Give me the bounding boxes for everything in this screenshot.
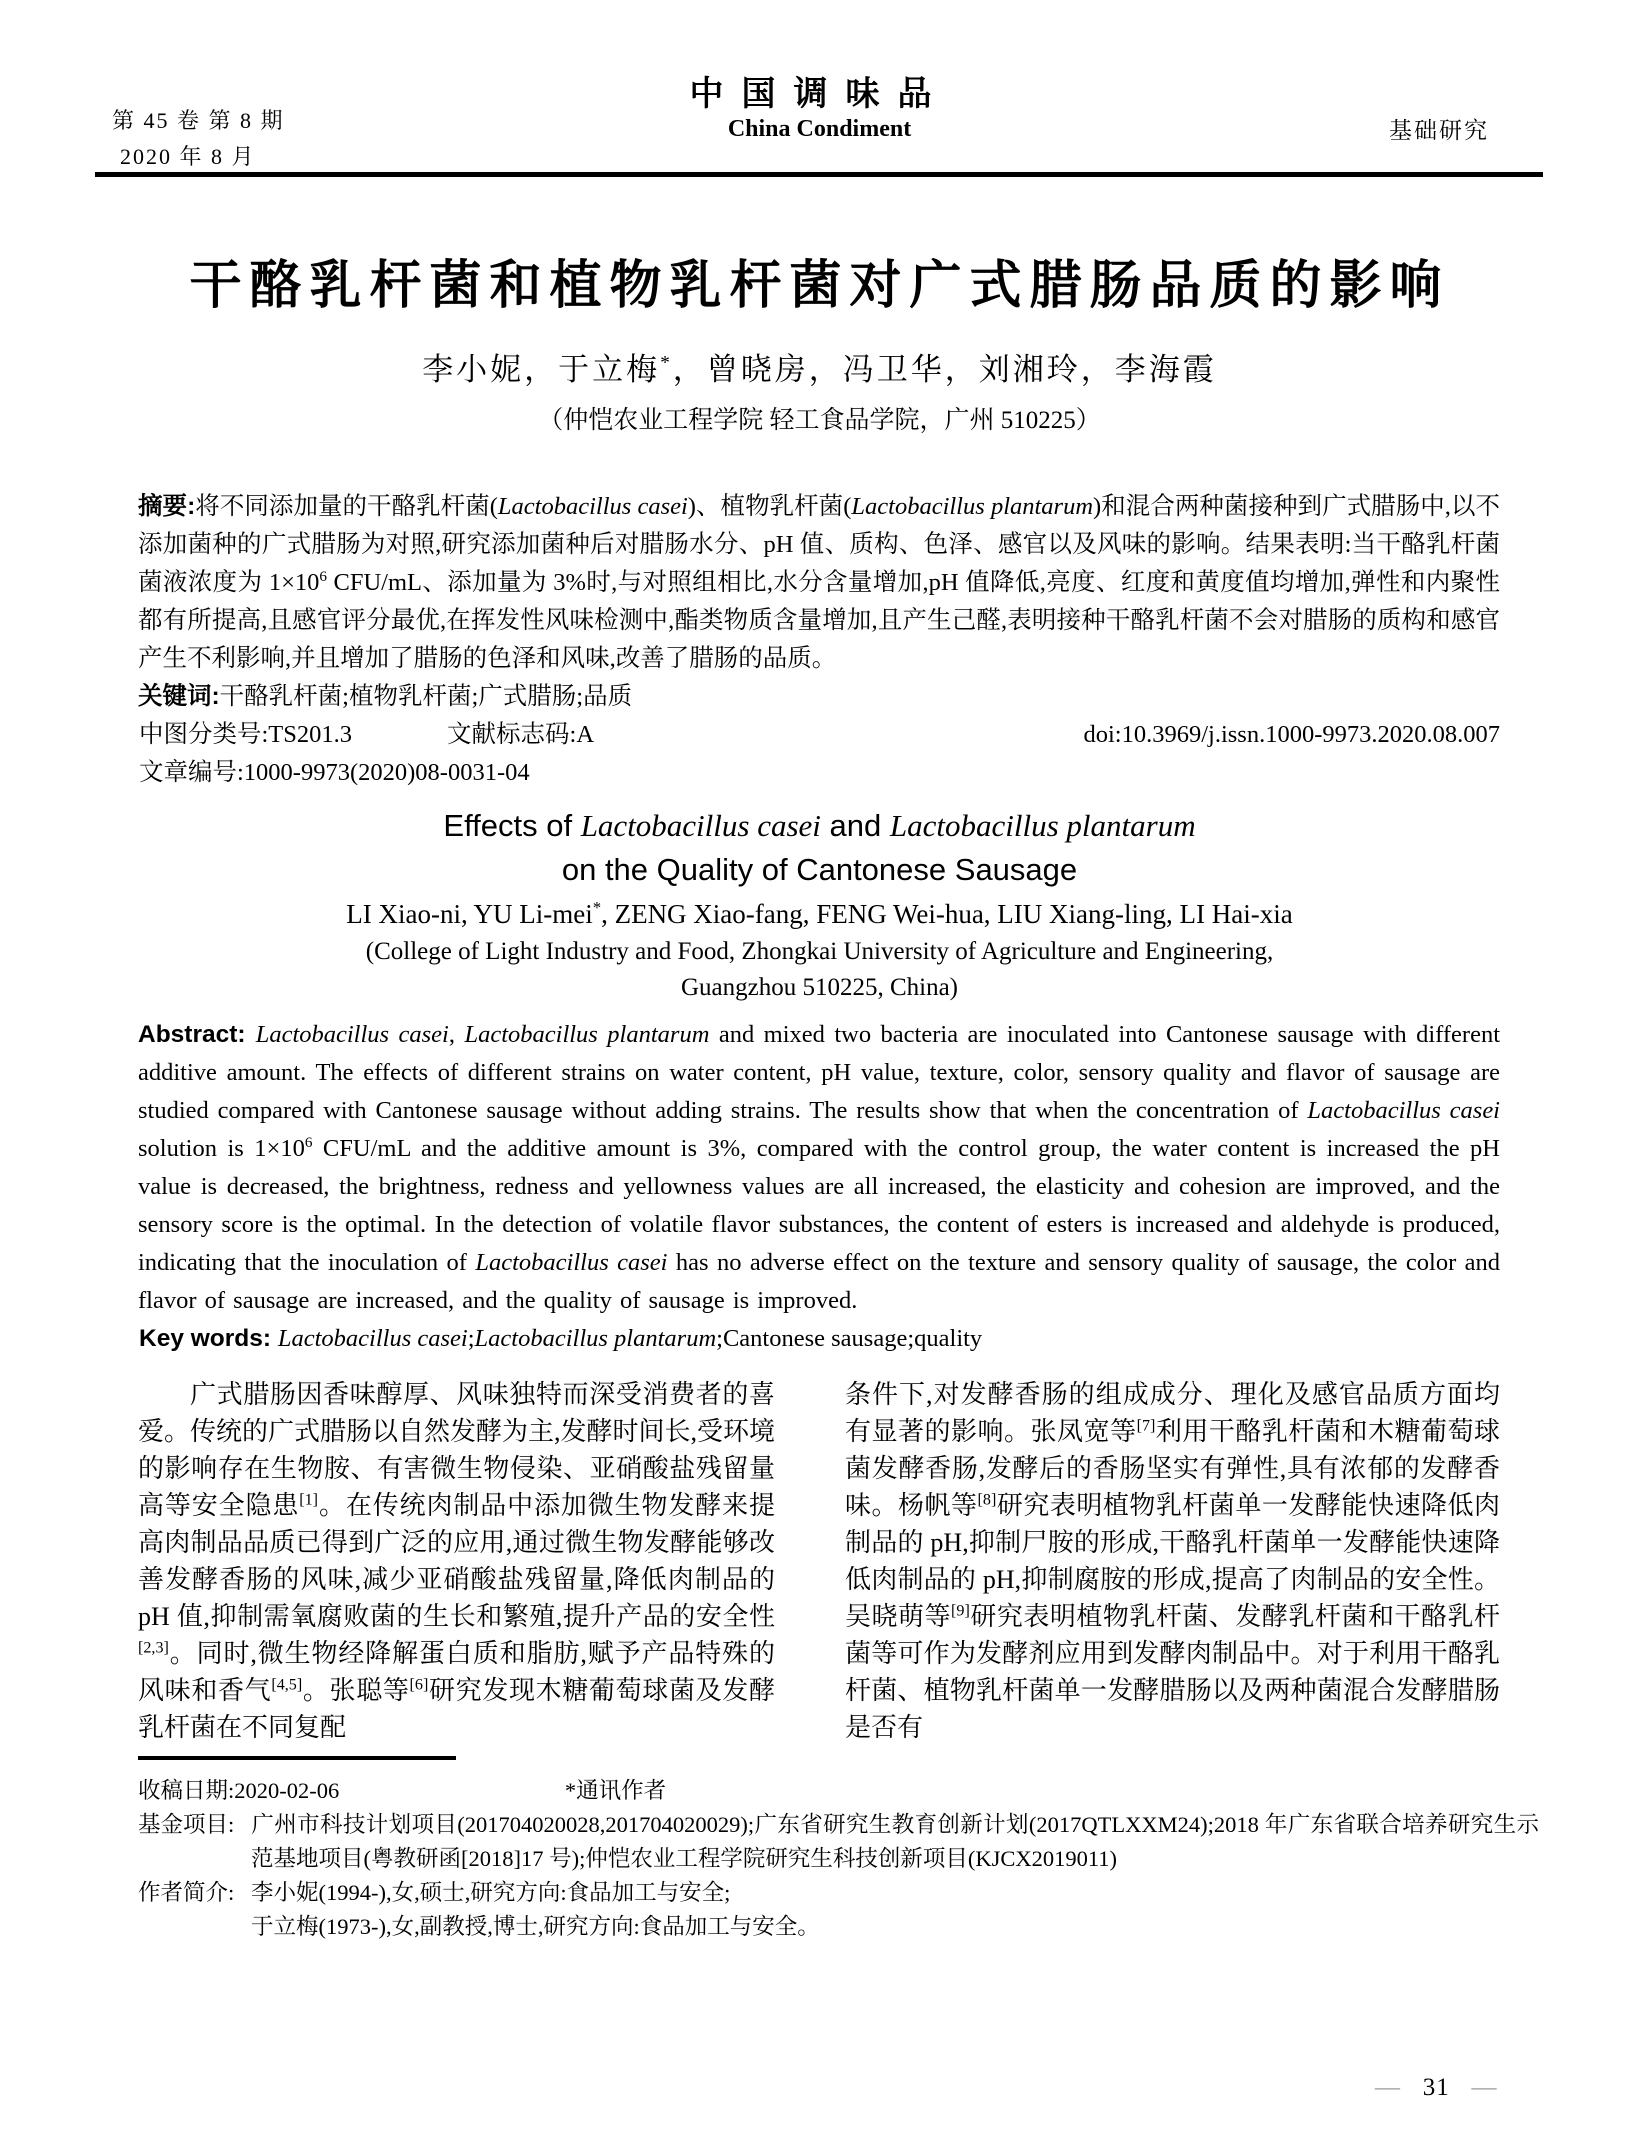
body-left-column xyxy=(138,1376,775,1746)
journal-volume-issue: 第 45 卷 第 8 期 xyxy=(112,108,285,133)
article-title-cn: 干酪乳杆菌和植物乳杆菌对广式腊肠品质的影响 xyxy=(189,257,1450,315)
bio-line1: 李小妮(1994-),女,硕士,研究方向:食品加工与安全; xyxy=(251,1880,731,1905)
abstract-en: Abstract: Lactobacillus casei, Lactobacillus plantarum and mixed two bacteria are inoculated into Cantonese sausage with different additive amount. The effects of different strains on water content, pH value, texture, color, sensory quality and flavor of sausage are studied compared with Cantonese sausage without adding strains. The results show that when the concentration of Lactobacillus casei solution is $1\times 10^6$ CFU/mL and the additive amount is 3%, compared with the control group, the water content is increased the pH value is decreased, the brightness, redness and yellowness values are all increased, the elasticity and cohesion are improved, and the sensory score is the optimal. In the detection of volatile flavor substances, the content of esters is increased and aldehyde is produced, indicating that the inoculation of Lactobacillus casei has no adverse effect on the texture and sensory quality of sausage, the color and flavor of sausage are increased, and the quality of sausage is improved. xyxy=(138,1021,1501,1314)
fund-text: 广州市科技计划项目(201704020028,201704020029);广东省研究生教育创新计划(2017QTLXXM24);2018 年广东省联合培养研究生示范基地项目(粤教研函[2018]17 号);仲恺农业工程学院研究生科技创新项目(KJCX2019011) xyxy=(251,1812,1539,1871)
keywords-en: Key words: Lactobacillus casei;Lactobacillus plantarum;Cantonese sausage;quality xyxy=(139,1325,983,1352)
doi: doi:10.3969/j.issn.1000-9973.2020.08.007 xyxy=(1083,721,1500,748)
article-title-en-line1: Effects of Lactobacillus casei and Lactobacillus plantarum xyxy=(443,808,1196,843)
document-code: 文献标志码:A xyxy=(447,721,595,748)
section-label: 基础研究 xyxy=(1389,118,1489,143)
affiliation-en-line1: (College of Light Industry and Food, Zhongkai University of Agriculture and Engineering, xyxy=(365,938,1274,965)
keywords-cn: 关键词:干酪乳杆菌;植物乳杆菌;广式腊肠;品质 xyxy=(138,683,633,710)
article-id: 文章编号:1000-9973(2020)08-0031-04 xyxy=(139,759,530,786)
page-number-dash-right: — xyxy=(1471,2074,1498,2101)
fund-label: 基金项目: xyxy=(138,1812,235,1837)
authors-en: LI Xiao-ni, YU Li-mei*, ZENG Xiao-fang, FENG Wei-hua, LIU Xiang-ling, LI Hai-xia xyxy=(346,898,1293,929)
journal-title-cn: 中国调味品 xyxy=(689,75,950,113)
abstract-block-cn xyxy=(138,488,1500,716)
affiliation-en-line2: Guangzhou 510225, China) xyxy=(680,974,959,1001)
body-columns xyxy=(138,1376,1500,1746)
affiliation-cn: （仲恺农业工程学院 轻工食品学院，广州 510225） xyxy=(538,407,1101,434)
page-number-dash-left: — xyxy=(1375,2074,1401,2101)
classification-line xyxy=(139,716,1500,754)
journal-title-en: China Condiment xyxy=(727,116,912,142)
fund-project xyxy=(138,1808,1539,1876)
footnote-rule xyxy=(138,1756,456,1760)
page-number xyxy=(1375,2074,1535,2102)
body-left-paragraph: 广式腊肠因香味醇厚、风味独特而深受消费者的喜爱。传统的广式腊肠以自然发酵为主,发酵时间长,受环境的影响存在生物胺、有害微生物侵染、亚硝酸盐残留量高等安全隐患[1]。在传统肉制品中添加微生物发酵来提高肉制品品质已得到广泛的应用,通过微生物发酵能够改善发酵香肠的风味,减少亚硝酸盐残留量,降低肉制品的 pH 值,抑制需氧腐败菌的生长和繁殖,提升产品的安全性[2,3]。同时,微生物经降解蛋白质和脂肪,赋予产品特殊的风味和香气[4,5]。张聪等[6]研究发现木糖葡萄球菌及发酵乳杆菌在不同复配 xyxy=(138,1380,776,1742)
footnotes xyxy=(138,1774,1539,1944)
body-right-column xyxy=(845,1376,1500,1746)
clc-number: 中图分类号:TS201.3 xyxy=(139,721,353,748)
received-date-line xyxy=(138,1774,1539,1808)
author-bio xyxy=(138,1876,1539,1944)
article-title-en-line2: on the Quality of Cantonese Sausage xyxy=(561,852,1078,887)
authors-cn: 李小妮，于立梅*，曾晓房，冯卫华，刘湘玲，李海霞 xyxy=(422,352,1217,387)
journal-issue-date: 2020 年 8 月 xyxy=(120,144,256,169)
abstract-cn: 摘要:将不同添加量的干酪乳杆菌(Lactobacillus casei)、植物乳杆菌(Lactobacillus plantarum)和混合两种菌接种到广式腊肠中,以不添加菌种的广式腊肠为对照,研究添加菌种后对腊肠水分、pH 值、质构、色泽、感官以及风味的影响。结果表明:当干酪乳杆菌菌液浓度为 $1\times 10^6$ CFU/mL、添加量为 3%时,与对照组相比,水分含量增加,pH 值降低,亮度、红度和黄度值均增加,弹性和内聚性都有所提高,且感官评分最优,在挥发性风味检测中,酯类物质含量增加,且产生己醛,表明接种干酪乳杆菌不会对腊肠的质构和感官产生不利影响,并且增加了腊肠的色泽和风味,改善了腊肠的品质。 xyxy=(138,493,1500,672)
body-right-paragraph: 条件下,对发酵香肠的组成成分、理化及感官品质方面均有显著的影响。张凤宽等[7]利用干酪乳杆菌和木糖葡萄球菌发酵香肠,发酵后的香肠坚实有弹性,具有浓郁的发酵香味。杨帆等[8]研究表明植物乳杆菌单一发酵能快速降低肉制品的 pH,抑制尸胺的形成,干酪乳杆菌单一发酵能快速降低肉制品的 pH,抑制腐胺的形成,提高了肉制品的安全性。吴晓萌等[9]研究表明植物乳杆菌、发酵乳杆菌和干酪乳杆菌等可作为发酵剂应用到发酵肉制品中。对于利用干酪乳杆菌、植物乳杆菌单一发酵腊肠以及两种菌混合发酵腊肠是否有 xyxy=(845,1380,1500,1742)
received-date: 收稿日期:2020-02-06 xyxy=(138,1778,340,1803)
page-number-value: 31 xyxy=(1422,2074,1450,2101)
bio-line2: 于立梅(1973-),女,副教授,博士,研究方向:食品加工与安全。 xyxy=(251,1914,820,1939)
corresponding-author-note: *通讯作者 xyxy=(564,1778,667,1803)
bio-label: 作者简介: xyxy=(138,1880,235,1905)
